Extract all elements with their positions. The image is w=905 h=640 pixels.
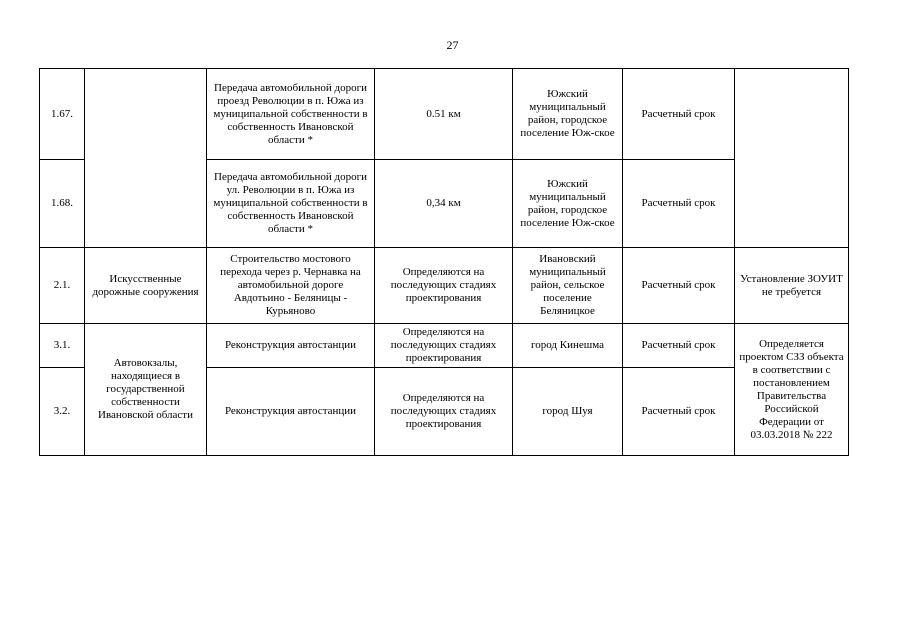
object-name: Реконструкция автостанции xyxy=(207,324,375,368)
object-name: Строительство мостового перехода через р. Чернавка на автомобильной дороге Авдотьино - Беляницы - Курьяново xyxy=(207,248,375,324)
page-number: 27 xyxy=(446,38,459,52)
zone-requirement: Установление ЗОУИТ не требуется xyxy=(735,248,849,324)
table-row xyxy=(40,324,849,368)
object-location: город Кинешма xyxy=(513,324,623,368)
object-size: Определяются на последующих стадиях проектирования xyxy=(375,324,513,368)
object-type-cell xyxy=(85,69,207,248)
object-name: Реконструкция автостанции xyxy=(207,368,375,456)
row-number: 2.1. xyxy=(40,248,85,324)
object-location: Южский муниципальный район, городское поселение Юж-ское xyxy=(513,160,623,248)
implementation-term: Расчетный срок xyxy=(623,324,735,368)
implementation-term: Расчетный срок xyxy=(623,248,735,324)
object-type: Автовокзалы, находящиеся в государственной собственности Ивановской области xyxy=(85,324,207,456)
implementation-term: Расчетный срок xyxy=(623,368,735,456)
row-number: 1.68. xyxy=(40,160,85,248)
object-name: Передача автомобильной дороги ул. Революции в п. Южа из муниципальной собственности в собственность Ивановской области * xyxy=(207,160,375,248)
object-size: Определяются на последующих стадиях проектирования xyxy=(375,248,513,324)
object-location: город Шуя xyxy=(513,368,623,456)
row-number: 3.2. xyxy=(40,368,85,456)
row-number: 1.67. xyxy=(40,69,85,160)
table-row xyxy=(40,248,849,324)
object-location: Ивановский муниципальный район, сельское поселение Беляницкое xyxy=(513,248,623,324)
object-type: Искусственные дорожные сооружения xyxy=(85,248,207,324)
object-location: Южский муниципальный район, городское поселение Юж-ское xyxy=(513,69,623,160)
object-size: 0.51 км xyxy=(375,69,513,160)
object-name: Передача автомобильной дороги проезд Революции в п. Южа из муниципальной собственности в собственность Ивановской области * xyxy=(207,69,375,160)
implementation-term: Расчетный срок xyxy=(623,69,735,160)
object-size: 0,34 км xyxy=(375,160,513,248)
objects-table xyxy=(39,68,849,456)
object-size: Определяются на последующих стадиях проектирования xyxy=(375,368,513,456)
implementation-term: Расчетный срок xyxy=(623,160,735,248)
table-row xyxy=(40,69,849,160)
zone-cell xyxy=(735,69,849,248)
row-number: 3.1. xyxy=(40,324,85,368)
zone-requirement: Определяется проектом СЗЗ объекта в соответствии с постановлением Правительства Российской Федерации от 03.03.2018 № 222 xyxy=(735,324,849,456)
